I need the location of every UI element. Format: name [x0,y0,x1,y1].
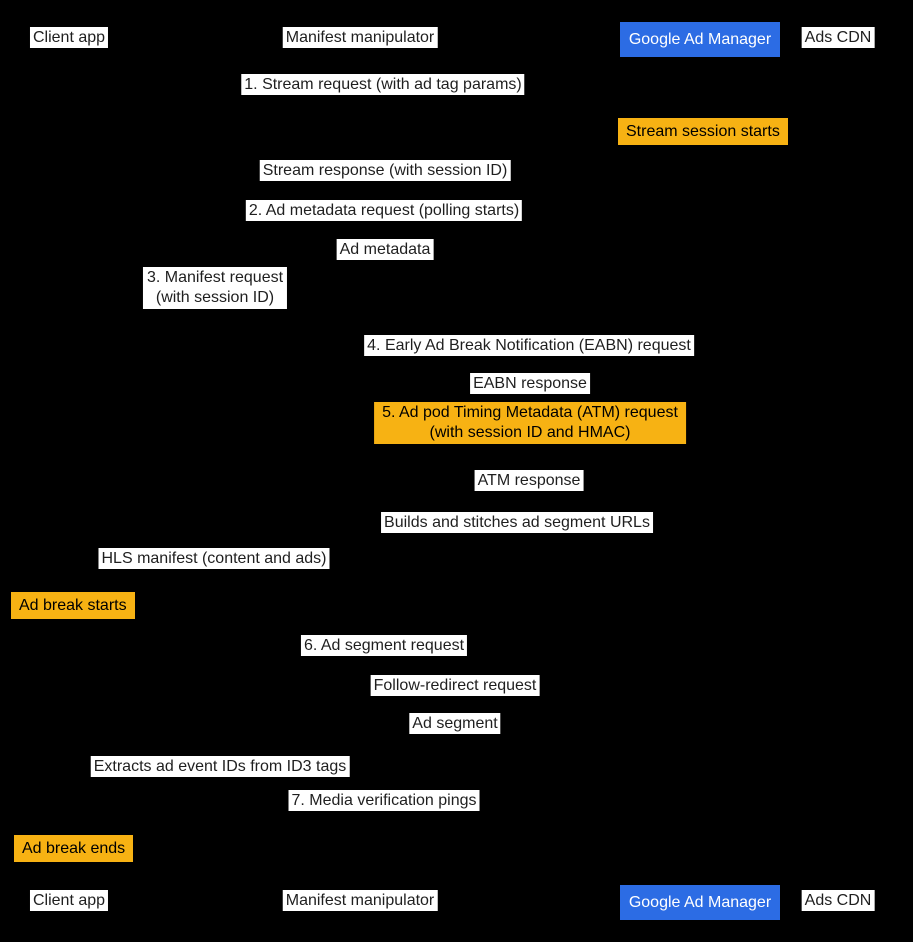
message-hls-manifest: HLS manifest (content and ads) [98,548,329,569]
participant-google-ad-manager-top: Google Ad Manager [620,22,780,57]
message-ad-metadata: Ad metadata [337,239,434,260]
participant-manifest-manipulator-bottom: Manifest manipulator [283,890,438,911]
participant-client-app-bottom: Client app [30,890,108,911]
message-eabn-response: EABN response [470,373,590,394]
message-ad-metadata-request: 2. Ad metadata request (polling starts) [246,200,522,221]
note-ad-break-starts: Ad break starts [11,592,135,619]
message-manifest-request-line1: 3. Manifest request [146,269,284,286]
message-atm-response: ATM response [475,470,584,491]
action-builds-and-stitches: Builds and stitches ad segment URLs [381,512,653,533]
message-atm-request-line1: 5. Ad pod Timing Metadata (ATM) request [382,404,678,421]
participant-ads-cdn-top: Ads CDN [802,27,875,48]
message-ad-segment: Ad segment [409,713,500,734]
message-follow-redirect-request: Follow-redirect request [371,675,540,696]
message-manifest-request-line2: (with session ID) [155,289,275,306]
note-ad-break-ends: Ad break ends [14,835,133,862]
participant-google-ad-manager-bottom: Google Ad Manager [620,885,780,920]
message-stream-request: 1. Stream request (with ad tag params) [241,74,524,95]
action-extracts-id3: Extracts ad event IDs from ID3 tags [91,756,350,777]
message-eabn-request: 4. Early Ad Break Notification (EABN) request [364,335,694,356]
participant-manifest-manipulator-top: Manifest manipulator [283,27,438,48]
participant-client-app-top: Client app [30,27,108,48]
message-media-verification-pings: 7. Media verification pings [289,790,480,811]
participant-ads-cdn-bottom: Ads CDN [802,890,875,911]
message-manifest-request [143,267,287,309]
message-stream-response: Stream response (with session ID) [260,160,511,181]
message-atm-request [374,402,686,444]
note-stream-session-starts: Stream session starts [618,118,788,145]
message-ad-segment-request: 6. Ad segment request [301,635,467,656]
message-atm-request-line2: (with session ID and HMAC) [429,424,631,441]
